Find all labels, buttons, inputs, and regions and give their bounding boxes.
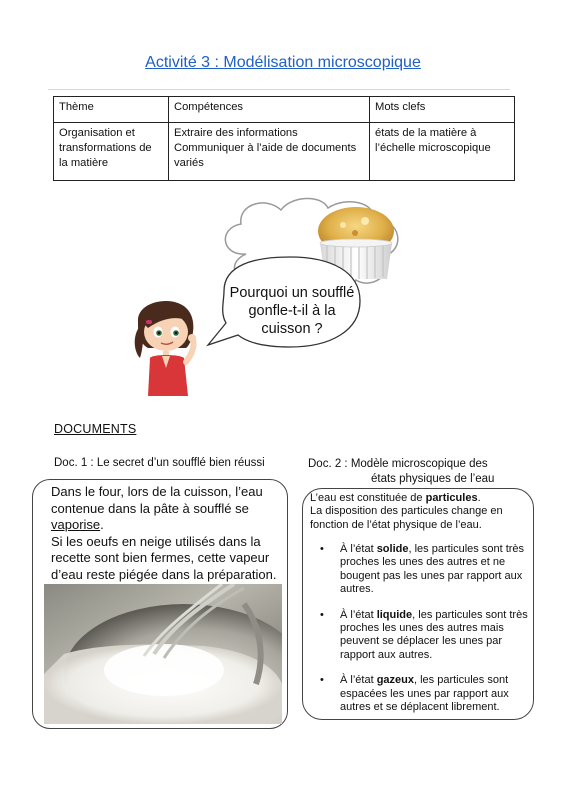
doc1-title: Doc. 1 : Le secret d’un soufflé bien réussi xyxy=(54,457,265,469)
doc1-text-part2: Si les oeufs en neige utilisés dans la recette sont bien fermes, cette vapeur d’eau reste piégée dans la préparation. xyxy=(51,533,277,582)
bullet-prefix: À l’état xyxy=(340,608,377,621)
documents-heading: DOCUMENTS xyxy=(54,422,137,436)
doc2-intro-part1: L’eau est constituée de xyxy=(310,492,426,504)
doc2-intro-part2: La disposition des particules change en fonction de l’état physique de l’eau. xyxy=(310,505,503,531)
page-title: Activité 3 : Modélisation microscopique xyxy=(145,54,421,71)
question-text: Pourquoi un soufflé gonfle-t-il à la cuisson ? xyxy=(229,285,355,337)
doc1-text-vaporise: vaporise xyxy=(51,517,101,533)
doc2-title xyxy=(308,457,528,487)
bullet-state-liquide: liquide xyxy=(376,608,413,621)
table-row xyxy=(54,123,515,181)
doc2-title-line1: Doc. 2 : Modèle microscopique des xyxy=(308,458,488,470)
doc1-text xyxy=(51,484,286,584)
bullet-dot: • xyxy=(320,608,324,621)
bullet-state-solide: solide xyxy=(376,543,409,555)
doc2-intro-period: . xyxy=(477,492,481,504)
info-table xyxy=(53,96,515,181)
doc2-title-line2: états physiques de l’eau xyxy=(371,473,495,485)
bullet-rest: , les particules sont très proches les unes des autres et ne bougent pas les unes par rapport aux autres. xyxy=(340,543,525,596)
doc2-bullet-list xyxy=(310,543,532,726)
bullet-prefix: À l’état xyxy=(340,543,377,555)
cell-keywords: états de la matière à l’échelle microscopique xyxy=(370,123,515,181)
whisked-egg-whites-photo xyxy=(44,584,282,724)
bullet-dot: • xyxy=(320,674,324,687)
header-cell-competences: Compétences xyxy=(169,97,370,123)
cell-theme: Organisation et transformations de la matière xyxy=(54,123,169,181)
girl-illustration xyxy=(126,296,216,396)
doc1-text-part1: Dans le four, lors de la cuisson, l’eau contenue dans la pâte à soufflé se xyxy=(51,484,263,516)
cell-competences: Extraire des informations Communiquer à l’aide de documents variés xyxy=(169,123,370,181)
list-item xyxy=(310,543,532,597)
title-divider xyxy=(48,89,510,90)
doc2-intro-particules: particules xyxy=(425,492,478,504)
bullet-prefix: À l’état xyxy=(340,674,377,687)
doc1-text-period: . xyxy=(100,517,104,533)
bullet-state-gazeux: gazeux xyxy=(376,674,414,687)
header-cell-theme: Thème xyxy=(54,97,169,123)
doc2-intro xyxy=(310,492,530,532)
header-cell-keywords: Mots clefs xyxy=(370,97,515,123)
bullet-dot: • xyxy=(320,543,324,555)
list-item xyxy=(310,674,532,714)
bullet-rest: , les particules sont espacées les unes par rapport aux autres et se déplacent librement. xyxy=(340,674,509,714)
bullet-rest: , les particules sont très proches les unes des autres mais peuvent se déplacer les unes par rapport aux autres. xyxy=(340,608,528,661)
table-header-row xyxy=(54,97,515,123)
list-item xyxy=(310,609,532,663)
